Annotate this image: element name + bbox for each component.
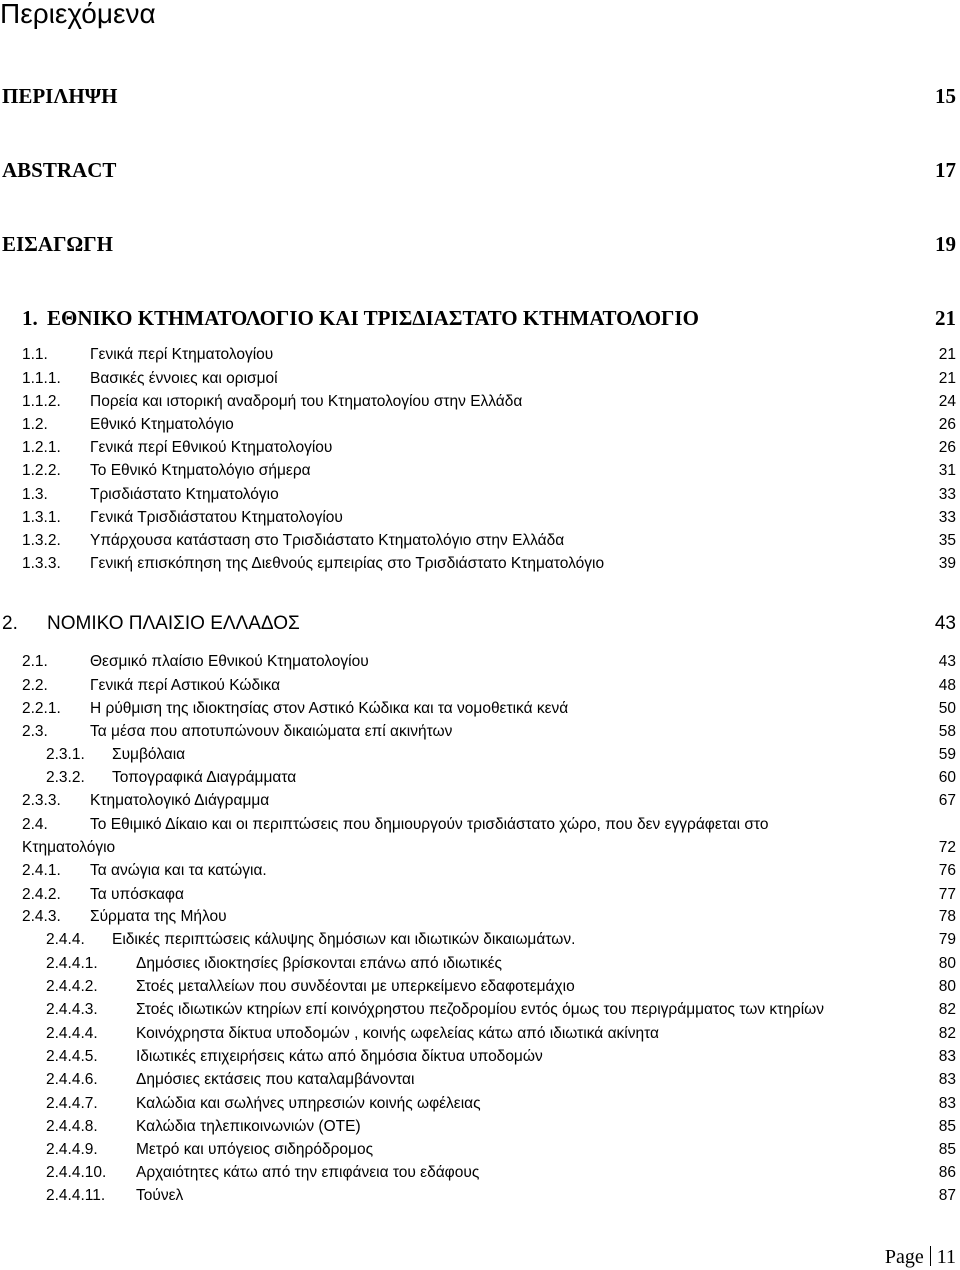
toc-entry-number: 2.4.4.7. [46,1095,98,1112]
toc-entry-title: Το Εθιμικό Δίκαιο και οι περιπτώσεις που δημιουργούν τρισδιάστατο χώρο, που δεν εγγράφεται στο [90,816,769,833]
toc-entry-page: 86 [938,1164,956,1181]
toc-entry-page: 83 [938,1048,956,1065]
toc-entry[interactable] [0,953,960,975]
toc-entry-title: Δημόσιες εκτάσεις που καταλαμβάνονται [136,1071,415,1088]
toc-entry[interactable] [0,484,960,506]
toc-entry-page: 43 [934,613,956,634]
toc-entry-title: ΕΘΝΙΚΟ ΚΤΗΜΑΤΟΛΟΓΙΟ ΚΑΙ ΤΡΙΣΔΙΑΣΤΑΤΟ ΚΤΗΜΑΤΟΛΟΓΙΟ [47,306,699,330]
toc-entry-page: 58 [938,723,956,740]
toc-entry-title: Γενική επισκόπηση της Διεθνούς εμπειρίας στο Τρισδιάστατο Κτηματολόγιο [90,555,605,572]
page-footer [885,1244,956,1270]
toc-entry-title: Εθνικό Κτηματολόγιο [90,416,234,433]
toc-entry[interactable] [0,612,960,634]
toc-entry-number: 1.1.2. [22,393,61,410]
toc-entry[interactable] [0,553,960,575]
toc-entry-page: 83 [938,1095,956,1112]
toc-entry-page: 72 [938,839,956,856]
toc-entry-title: Αρχαιότητες κάτω από την επιφάνεια του εδάφους [136,1164,480,1181]
toc-entry-title: Τα ανώγια και τα κατώγια. [90,862,267,879]
toc-entry-number: 2.2. [22,677,48,694]
toc-entry-page: 26 [938,416,956,433]
toc-entry-page: 60 [938,769,956,786]
toc-entry-page: 21 [938,370,956,387]
toc-entry-number: 1.2.2. [22,462,61,479]
toc-entry-title: Ειδικές περιπτώσεις κάλυψης δημόσιων και ιδιωτικών δικαιωμάτων. [112,931,576,948]
toc-entry-number: 2.4. [22,816,48,833]
toc-entry-page: 80 [938,978,956,995]
toc-entry-title: ΠΕΡΙΛΗΨΗ [2,84,118,108]
toc-entry[interactable] [0,814,960,836]
toc-entry-number: 2.4.4.3. [46,1001,98,1018]
toc-entry-title: Βασικές έννοιες και ορισμοί [90,370,278,387]
toc-entry-page: 48 [938,677,956,694]
toc-entry[interactable] [0,232,960,254]
toc-entry[interactable] [0,1139,960,1161]
toc-entry-page: 78 [938,908,956,925]
toc-entry-number: 2.4.4.4. [46,1025,98,1042]
toc-entry[interactable] [0,1093,960,1115]
toc-entry-number: 1. [22,306,38,330]
toc-entry[interactable] [0,368,960,390]
toc-entry-page: 85 [938,1118,956,1135]
toc-entry-page: 15 [935,84,956,108]
toc-entry[interactable] [0,437,960,459]
toc-entry-page: 59 [938,746,956,763]
toc-entry-number: 2.4.4.9. [46,1141,98,1158]
toc-entry-number: 1.3. [22,486,48,503]
toc-entry[interactable] [0,999,960,1021]
toc-entry-number: 2.4.4.10. [46,1164,107,1181]
toc-entry-number: 1.2.1. [22,439,61,456]
toc-entry[interactable] [0,84,960,106]
toc-entry-title: Γενικά Τρισδιάστατου Κτηματολογίου [90,509,343,526]
toc-entry-number: 2.4.4.5. [46,1048,98,1065]
toc-entry-number: 2.4.4.6. [46,1071,98,1088]
toc-entry[interactable] [0,860,960,882]
toc-entry-title: Το Εθνικό Κτηματολόγιο σήμερα [90,462,311,479]
toc-entry[interactable] [0,158,960,180]
toc-entry[interactable] [0,1046,960,1068]
toc-entry-title: Πορεία και ιστορική αναδρομή του Κτηματολογίου στην Ελλάδα [90,393,523,410]
toc-entry-number: 1.1.1. [22,370,61,387]
toc-entry-number: 2.3.3. [22,792,61,809]
footer-divider [930,1246,931,1266]
toc-entry[interactable] [0,460,960,482]
toc-entry-title: Δημόσιες ιδιοκτησίες βρίσκονται επάνω από ιδιωτικές [136,955,503,972]
toc-entry-page: 76 [938,862,956,879]
toc-entry[interactable] [0,651,960,673]
toc-entry-number: 1.3.1. [22,509,61,526]
toc-entry-title: ΕΙΣΑΓΩΓΗ [2,232,113,256]
toc-entry-page: 17 [935,158,956,182]
toc-entry-number: 2.4.3. [22,908,61,925]
toc-entry[interactable] [0,1162,960,1184]
toc-entry-page: 24 [938,393,956,410]
toc-entry[interactable] [0,767,960,789]
toc-entry[interactable] [0,929,960,951]
toc-entry-page: 21 [935,306,956,330]
toc-entry-title: Θεσμικό πλαίσιο Εθνικού Κτηματολογίου [90,653,369,670]
toc-entry-number: 1.3.2. [22,532,61,549]
toc-entry-number: 2.4.4.1. [46,955,98,972]
toc-entry-number: 2.4.4.2. [46,978,98,995]
toc-entry-number: 2.3.2. [46,769,85,786]
toc-entry[interactable] [0,1185,960,1207]
toc-entry-title: Κοινόχρηστα δίκτυα υποδομών , κοινής ωφελείας κάτω από ιδιωτικά ακίνητα [136,1025,659,1042]
toc-entry[interactable] [0,1116,960,1138]
toc-entry-title: Κτηματολόγιο [22,839,116,856]
toc-entry-title: Τα μέσα που αποτυπώνουν δικαιώματα επί ακινήτων [90,723,453,740]
toc-entry[interactable] [0,1069,960,1091]
toc-entry-number: 2.2.1. [22,700,61,717]
toc-entry-number: 2. [2,613,18,634]
toc-entry-page: 83 [938,1071,956,1088]
toc-entry[interactable] [0,906,960,928]
toc-entry[interactable] [0,414,960,436]
toc-entry-title: Υπάρχουσα κατάσταση στο Τρισδιάστατο Κτηματολόγιο στην Ελλάδα [90,532,565,549]
toc-entry-page: 82 [938,1025,956,1042]
toc-entry[interactable] [0,744,960,766]
toc-entry[interactable] [0,306,960,328]
toc-entry[interactable] [0,391,960,413]
toc-entry-number: 2.4.4. [46,931,85,948]
toc-entry-page: 39 [938,555,956,572]
toc-entry-title: Καλώδια τηλεπικοινωνιών (ΟΤΕ) [136,1118,361,1135]
toc-entry-page: 26 [938,439,956,456]
toc-entry[interactable] [0,507,960,529]
toc-entry[interactable] [0,530,960,552]
toc-entry-title: Σύρματα της Μήλου [90,908,227,925]
toc-entry-number: 2.4.1. [22,862,61,879]
toc-entry-number: 2.3. [22,723,48,740]
toc-entry-title: Ιδιωτικές επιχειρήσεις κάτω από δημόσια δίκτυα υποδομών [136,1048,543,1065]
toc-entry-title: Τοπογραφικά Διαγράμματα [112,769,297,786]
toc-entry-number: 1.2. [22,416,48,433]
toc-entry[interactable] [0,1023,960,1045]
toc-entry-title: Η ρύθμιση της ιδιοκτησίας στον Αστικό Κώδικα και τα νομοθετικά κενά [90,700,569,717]
toc-entry-title: Τα υπόσκαφα [90,886,184,903]
toc-entry-title: Τρισδιάστατο Κτηματολόγιο [90,486,279,503]
toc-entry-title: Γενικά περί Κτηματολογίου [90,346,274,363]
toc-entry[interactable] [0,698,960,720]
toc-entry-number: 2.4.4.8. [46,1118,98,1135]
toc-entry-number: 2.4.4.11. [46,1187,106,1204]
toc-entry-page: 35 [938,532,956,549]
toc-entry-title: Καλώδια και σωλήνες υπηρεσιών κοινής ωφέλειας [136,1095,481,1112]
toc-entry[interactable] [0,884,960,906]
toc-entry[interactable] [0,344,960,366]
toc-entry-page: 50 [938,700,956,717]
toc-entry-title: Γενικά περί Εθνικού Κτηματολογίου [90,439,333,456]
toc-entry-title: Μετρό και υπόγειος σιδηρόδρομος [136,1141,374,1158]
toc-entry-number: 1.3.3. [22,555,61,572]
toc-entry-page: 79 [938,931,956,948]
toc-entry-title: Συμβόλαια [112,746,186,763]
footer-page-number: 11 [936,1246,956,1268]
toc-entry-title: Στοές ιδιωτικών κτηρίων επί κοινόχρηστου πεζοδρομίου εντός όμως του περιγράμματος των κτηρίων [136,1001,824,1018]
toc-entry-page: 19 [935,232,956,256]
toc-entry-title: ΝΟΜΙΚΟ ΠΛΑΙΣΙΟ ΕΛΛΑΔΟΣ [47,613,300,634]
toc-entry[interactable] [0,790,960,812]
toc-entry-page: 33 [938,509,956,526]
toc-entry-title: Στοές μεταλλείων που συνδέονται με υπερκείμενο εδαφοτεμάχιο [136,978,575,995]
toc-entry-number: 2.1. [22,653,48,670]
toc-entry[interactable] [0,976,960,998]
footer-label: Page [884,1246,924,1268]
page-title: Περιεχόμενα [0,0,156,29]
toc-entry-number: 2.3.1. [46,746,85,763]
toc-entry[interactable] [0,721,960,743]
toc-entry-title: ABSTRACT [2,158,117,182]
toc-entry[interactable] [0,837,960,859]
toc-entry-page: 87 [938,1187,956,1204]
toc-entry-page: 43 [938,653,956,670]
toc-entry-number: 2.4.2. [22,886,61,903]
toc-entry-page: 67 [938,792,956,809]
toc-entry-page: 82 [938,1001,956,1018]
toc-entry-number: 1.1. [22,346,48,363]
toc-entry-page: 31 [938,462,956,479]
toc-entry-page: 85 [938,1141,956,1158]
toc-entry-title: Κτηματολογικό Διάγραμμα [90,792,270,809]
toc-entry-title: Γενικά περί Αστικού Κώδικα [90,677,281,694]
toc-entry-page: 80 [938,955,956,972]
toc-entry[interactable] [0,675,960,697]
toc-entry-page: 33 [938,486,956,503]
toc-entry-page: 77 [938,886,956,903]
toc-entry-page: 21 [938,346,956,363]
toc-entry-title: Τούνελ [136,1187,184,1204]
